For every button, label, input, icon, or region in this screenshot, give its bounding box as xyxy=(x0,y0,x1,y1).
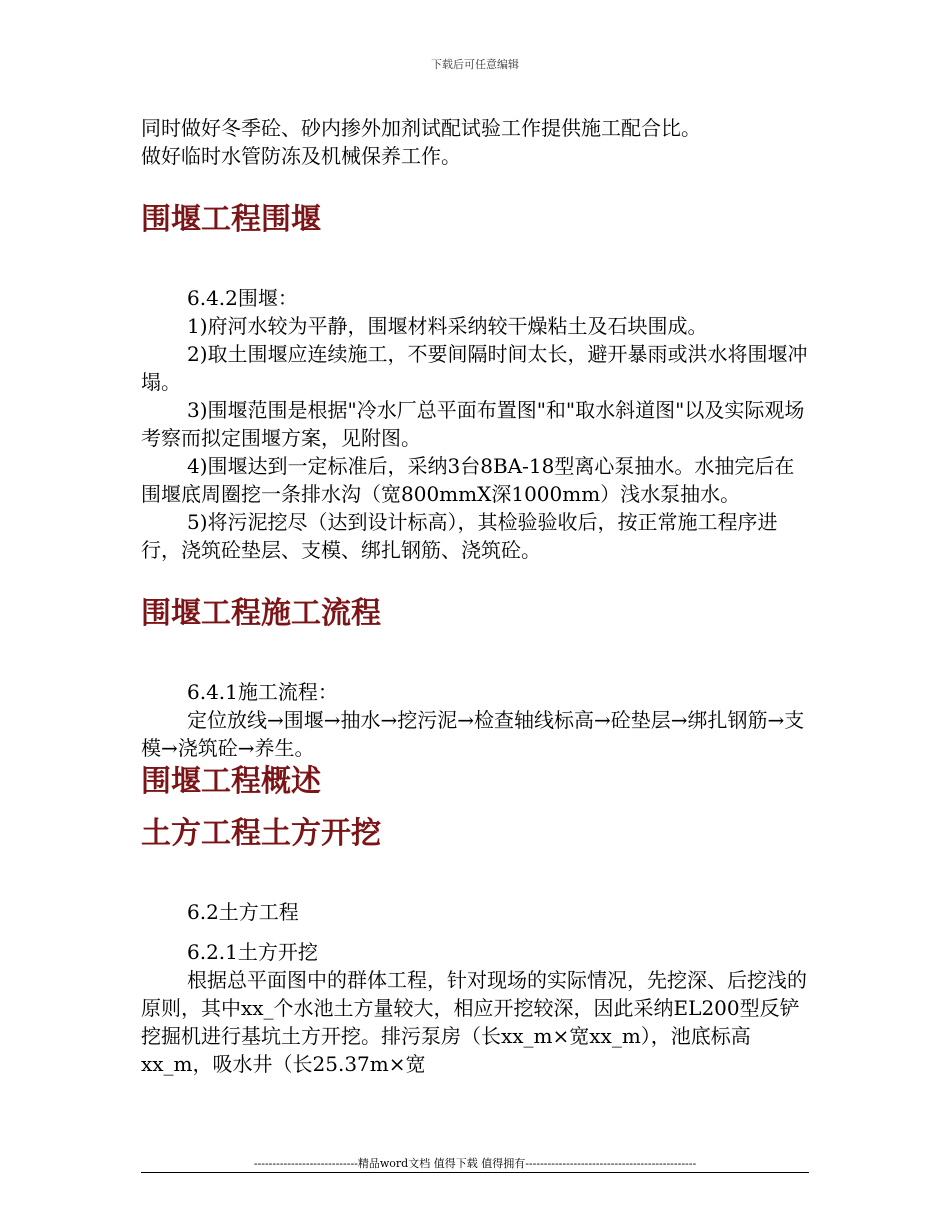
para-item-2: 2)取土围堰应连续施工，不要间隔时间太长，避开暴雨或洪水将围堰冲塌。 xyxy=(141,342,808,394)
para-item-3: 3)围堰范围是根据"冷水厂总平面布置图"和"取水斜道图"以及实际观场考察而拟定围堰方案，见附图。 xyxy=(141,398,805,450)
para-6-4-2: 6.4.2围堰： xyxy=(187,286,298,310)
heading-earthwork: 土方工程土方开挖 xyxy=(141,816,381,851)
para-6-4-1: 6.4.1施工流程： xyxy=(187,680,338,704)
heading-cofferdam: 围堰工程围堰 xyxy=(141,202,321,237)
para-item-5: 5)将污泥挖尽（达到设计标高），其检验验收后，按正常施工程序进行，浇筑砼垫层、支模、绑扎钢筋、浇筑砼。 xyxy=(141,510,778,562)
para-flow: 定位放线→围堰→抽水→挖污泥→检查轴线标高→砼垫层→绑扎钢筋→支模→浇筑砼→养生。 xyxy=(141,708,805,760)
intro-line-1: 同时做好冬季砼、砂内掺外加剂试配试验工作提供施工配合比。 xyxy=(141,116,701,140)
para-item-4: 4)围堰达到一定标准后，采纳3台8BA-18型离心泵抽水。水抽完后在围堰底周圈挖一条排水沟（宽800mmX深1000mm）浅水泵抽水。 xyxy=(141,454,795,506)
page-header: 下载后可任意编辑 xyxy=(431,58,519,71)
footer-divider xyxy=(141,1172,809,1173)
para-excavation: 根据总平面图中的群体工程，针对现场的实际情况，先挖深、后挖浅的原则，其中xx_个水池土方量较大，相应开挖较深，因此采纳EL200型反铲挖掘机进行基坑土方开挖。排污泵房（长xx_m×宽xx_m），池底标高xx_m，吸水井（长25.37m×宽 xyxy=(141,968,807,1076)
para-6-2: 6.2土方工程 xyxy=(187,900,299,924)
heading-overview: 围堰工程概述 xyxy=(141,764,321,799)
intro-line-2: 做好临时水管防冻及机械保养工作。 xyxy=(141,144,461,168)
page-footer: ----------------------------精品word文档 值得下载 值得拥有---------------------------------------------- xyxy=(253,1157,697,1170)
para-item-1: 1)府河水较为平静，围堰材料采纳较干燥粘土及石块围成。 xyxy=(187,314,708,338)
document-body xyxy=(141,114,809,1078)
heading-construction-flow: 围堰工程施工流程 xyxy=(141,596,381,631)
para-6-2-1: 6.2.1土方开挖 xyxy=(187,940,318,964)
